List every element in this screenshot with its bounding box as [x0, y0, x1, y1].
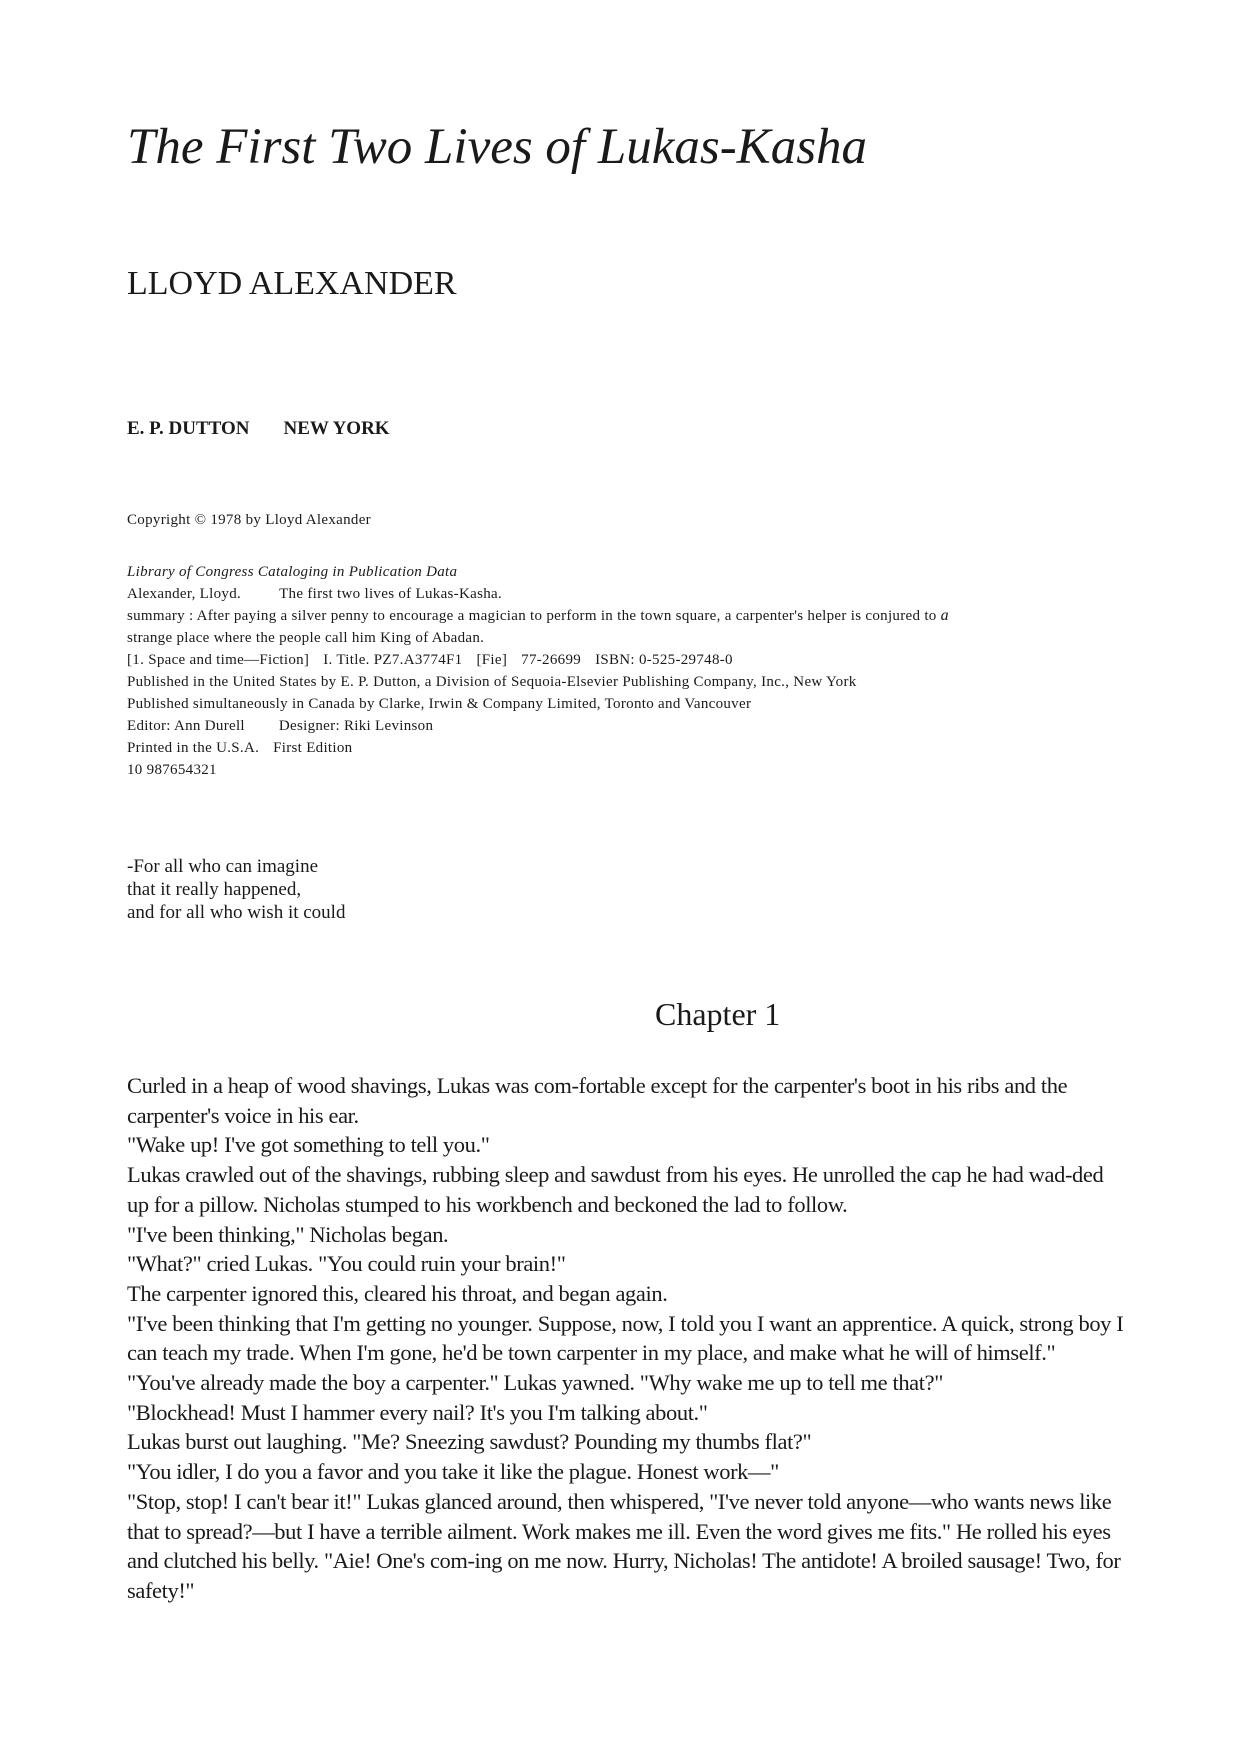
- paragraph: "Blockhead! Must I hammer every nail? It's you I'm talking about.": [127, 1399, 708, 1425]
- paragraph: "You idler, I do you a favor and you take it like the plague. Honest work—": [127, 1459, 779, 1485]
- dedication: [127, 855, 345, 924]
- cip-title: The first two lives of Lukas-Kasha.: [279, 586, 503, 602]
- dedication-line: that it really happened,: [127, 879, 302, 900]
- cip-summary: summary : After paying a silver penny to encourage a magician to perform in the town square, a carpenter's helper is conjured to: [127, 608, 937, 624]
- paragraph: "What?" cried Lukas. "You could ruin your brain!": [127, 1251, 566, 1277]
- cip-summary-article: a: [940, 607, 949, 624]
- cip-title-entry: I. Title. PZ7.A3774F1: [323, 652, 463, 668]
- paragraph: "I've been thinking that I'm getting no younger. Suppose, now, I told you I want an apprentice. A quick, strong boy I can teach my trade. When I'm gone, he'd be town carpenter in my place, and make what he will of himself.": [127, 1310, 1124, 1366]
- chapter-heading-text: Chapter 1: [655, 996, 781, 1032]
- chapter-body: [127, 1071, 1127, 1606]
- cip-designer: Designer: Riki Levinson: [278, 718, 434, 734]
- paragraph: "Wake up! I've got something to tell you.": [127, 1132, 490, 1158]
- cip-fie: [Fie]: [476, 652, 508, 668]
- cip-published-canada: Published simultaneously in Canada by Clarke, Irwin & Company Limited, Toronto and Vancouver: [127, 696, 752, 712]
- cip-editor: Editor: Ann Durell: [127, 718, 245, 734]
- cip-summary-continued: strange place where the people call him King of Abadan.: [127, 630, 485, 646]
- cip-summary-line: [127, 605, 1087, 627]
- book-title: The First Two Lives of Lukas-Kasha: [127, 119, 868, 175]
- paragraph: The carpenter ignored this, cleared his throat, and began again.: [127, 1280, 668, 1306]
- cip-published-us: Published in the United States by E. P. Dutton, a Division of Sequoia-Elsevier Publishing Company, Inc., New York: [127, 674, 857, 690]
- cip-classification: [127, 649, 1087, 671]
- cip-edition: First Edition: [273, 740, 353, 756]
- cip-printing-info: [127, 737, 1087, 759]
- dedication-line: -For all who can imagine: [127, 856, 319, 877]
- dedication-line: and for all who wish it could: [127, 902, 346, 923]
- paragraph: Curled in a heap of wood shavings, Lukas was com-fortable except for the carpenter's boot in his ribs and the carpenter's voice in his ear.: [127, 1073, 1068, 1128]
- paragraph: "You've already made the boy a carpenter." Lukas yawned. "Why wake me up to tell me that?": [127, 1370, 943, 1396]
- cip-author-title: [127, 583, 1087, 605]
- paragraph: Lukas crawled out of the shavings, rubbing sleep and sawdust from his eyes. He unrolled the cap he had wad-ded up for a pillow. Nicholas stumped to his workbench and beckoned the lad to follow.: [127, 1162, 1104, 1217]
- publisher-name: E. P. DUTTON: [127, 418, 250, 439]
- paragraph: "I've been thinking," Nicholas began.: [127, 1221, 449, 1247]
- cip-heading: Library of Congress Cataloging in Publication Data: [127, 564, 458, 580]
- cip-printed: Printed in the U.S.A.: [127, 740, 260, 756]
- cip-isbn: ISBN: 0-525-29748-0: [595, 652, 733, 668]
- cataloging-data: [127, 561, 1087, 781]
- cip-credits: [127, 715, 1087, 737]
- cip-subject: [1. Space and time—Fiction]: [127, 652, 310, 668]
- paragraph: "Stop, stop! I can't bear it!" Lukas glanced around, then whispered, "I've never told anyone—who wants news like that to spread?—but I have a terrible ailment. Work makes me ill. Even the word gives me fits." He rolled his eyes and clutched his belly. "Aie! One's com-ing on me now. Hurry, Nicholas! The antidote! A broiled sausage! Two, for safety!": [127, 1488, 1121, 1603]
- author-name: LLOYD ALEXANDER: [127, 265, 457, 302]
- copyright-notice: Copyright © 1978 by Lloyd Alexander: [127, 512, 371, 528]
- cip-printing-number: 10 987654321: [127, 762, 217, 778]
- paragraph: Lukas burst out laughing. "Me? Sneezing sawdust? Pounding my thumbs flat?": [127, 1429, 812, 1455]
- cip-lccn: 77-26699: [521, 652, 582, 668]
- publisher-city: NEW YORK: [283, 418, 390, 439]
- publisher-line: [127, 417, 390, 441]
- cip-author: Alexander, Lloyd.: [127, 586, 242, 602]
